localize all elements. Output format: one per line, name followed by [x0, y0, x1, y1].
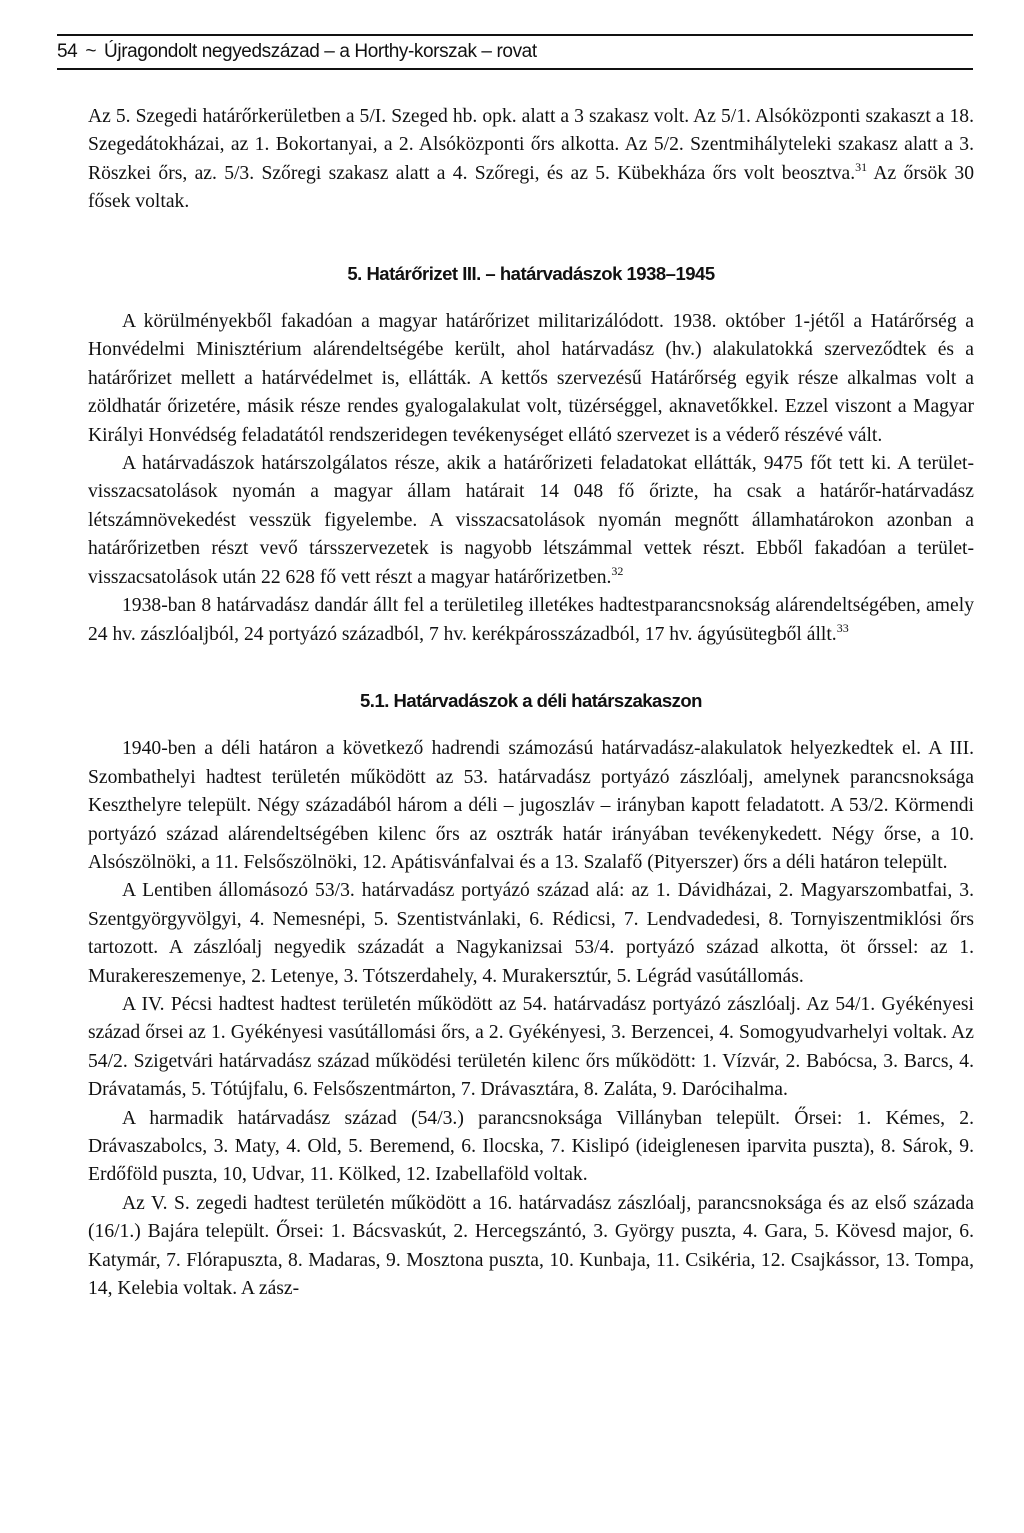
paragraph — [88, 450, 974, 592]
paragraph-text: A körülményekből fakadóan a magyar határőrizet militarizálódott. 1938. október 1-jétől a Határőrség a Honvédelmi Minisztérium alárendeltségébe került, ahol határvadász (hv.) alakulatokká szerveződtek és a határőrizet mellett a határvédelmet is, ellátták. A kettős szervezésű Határőrség egyik része alkalmas volt a zöldhatár őrizetére, másik része rendes gyalogalakulat volt, tüzérséggel, aknavetőkkel. Ezzel viszont a Magyar Királyi Honvédség feladatától rendszeridegen tevékenységet ellátó szervezet is a véderő részévé vált. — [88, 311, 974, 446]
header-separator: ~ — [85, 41, 97, 62]
paragraph — [88, 592, 974, 649]
paragraph-text: A határvadászok határszolgálatos része, akik a határőrizeti feladatokat ellátták, 9475 főt tett ki. A terület-visszacsatolások nyomán a magyar állam határait 14 048 fő őrizte, ha csak a határőr-határvadász létszámnövekedést vesszük figyelembe. A visszacsatolások nyomán megnőtt államhatárokon azonban a határőrizetben részt vevő társszervezetek is nagyobb létszámmal vettek részt. Ebből fakadóan a terület-visszacsatolások után 22 628 fő vett részt a magyar határőrizetben. — [88, 453, 974, 588]
running-title: Újragondolt negyedszázad – a Horthy-korszak – rovat — [104, 41, 537, 62]
intro-text: Az 5. Szegedi határőrkerületben a 5/I. Szeged hb. opk. alatt a 3 szakasz volt. Az 5/1. Alsóközponti szakaszt a 18. Szegedátokházai, az 1. Bokortanyai, a 2. Alsóközponti őrs alkotta. Az 5/2. Szentmihályteleki szakasz alatt a 3. Röszkei őrs, az. 5/3. Szőregi szakasz alatt a 4. Szőregi, és az 5. Kübekháza őrs volt beosztva. — [88, 106, 974, 184]
intro-text-after: Az őrsök 30 fősek voltak. — [88, 162, 974, 213]
body-text — [88, 103, 974, 1303]
subsection-heading: 5.1. Határvadászok a déli határszakaszon — [360, 689, 702, 711]
paragraph — [88, 308, 974, 450]
paragraph-text: 1938-ban 8 határvadász dandár állt fel a területileg illetékes hadtestparancsnokság alárendeltségében, amely 24 hv. zászlóaljból, 24 portyázó századból, 7 hv. kerékpárosszázadból, 17 hv. ágyúsütegből állt. — [88, 595, 974, 645]
paragraph: Az V. S. zegedi hadtest területén működött a 16. határvadász zászlóalj, parancsnoksága és az első százada (16/1.) Bajára települt. Őrsei: 1. Bácsvaskút, 2. Hercegszántó, 3. György puszta, 4. Gara, 5. Kövesd major, 6. Katymár, 7. Flórapuszta, 8. Madaras, 9. Mosztona puszta, 10. Kunbaja, 11. Csikéria, 12. Csajkássor, 13. Tompa, 14, Kelebia voltak. A zász- — [88, 1192, 974, 1300]
paragraph: 1940-ben a déli határon a következő hadrendi számozású határvadász-alakulatok helyezkedtek el. A III. Szombathelyi hadtest területén működött az 53. határvadász portyázó zászlóalj, amelynek parancsnoksága Keszthelyre települt. Négy századából három a déli – jugoszláv – irányban kapott feladatott. A 53/2. Körmendi portyázó század alárendeltségében kilenc őrs az osztrák határ irányában tevékenykedett. Négy őrse, a 10. Alsószölnöki, a 11. Felsőszölnöki, 12. Apátisvánfalvai és a 13. Szalafő (Pityerszer) őrs a déli határon települt. — [88, 738, 974, 873]
footnote-ref[interactable]: 31 — [855, 159, 868, 174]
page-number: 54 — [57, 41, 78, 62]
intro-paragraph — [88, 103, 974, 217]
paragraph: A harmadik határvadász század (54/3.) parancsnoksága Villányban települt. Őrsei: 1. Kémes, 2. Drávaszabolcs, 3. Maty, 4. Old, 5. Beremend, 6. Ilocska, 7. Kislipó (ideiglenesen iparvita puszta), 8. Sárok, 9. Erdőföld puszta, 10, Udvar, 11. Kölked, 12. Izabellaföld voltak. — [88, 1107, 974, 1186]
section-heading: 5. Határőrizet III. – határvadászok 1938–1945 — [347, 262, 715, 284]
paragraph: A Lentiben állomásozó 53/3. határvadász portyázó század alá: az 1. Dávidházai, 2. Magyarszombatfai, 3. Szentgyörgyvölgyi, 4. Nemesnépi, 5. Szentistvánlaki, 6. Rédicsi, 7. Lendvadedesi, 8. Tornyiszentmiklósi őrs tartozott. A zászlóalj negyedik századát a Nagykanizsai 53/4. portyázó század alkotta, öt őrssel: az 1. Murakereszemenye, 2. Letenye, 3. Tótszerdahely, 4. Murakersztúr, 5. Légrád vasútállomás. — [88, 880, 974, 987]
paragraph: A IV. Pécsi hadtest hadtest területén működött az 54. határvadász portyázó zászlóalj. Az 54/1. Gyékényesi század őrsei az 1. Gyékényesi vasútállomási őrs, a 2. Gyékényesi, 3. Berzencei, 4. Somogyudvarhelyi voltak. Az 54/2. Szigetvári határvadász század működési területén kilenc őrs működött: 1. Vízvár, 2. Babócsa, 3. Barcs, 4. Drávatamás, 5. Tótújfalu, 6. Felsőszentmárton, 7. Drávasztára, 8. Zaláta, 9. Darócihalma. — [88, 993, 974, 1101]
footnote-ref[interactable]: 33 — [836, 620, 849, 635]
footnote-ref[interactable]: 32 — [611, 563, 624, 578]
running-header — [57, 34, 973, 70]
